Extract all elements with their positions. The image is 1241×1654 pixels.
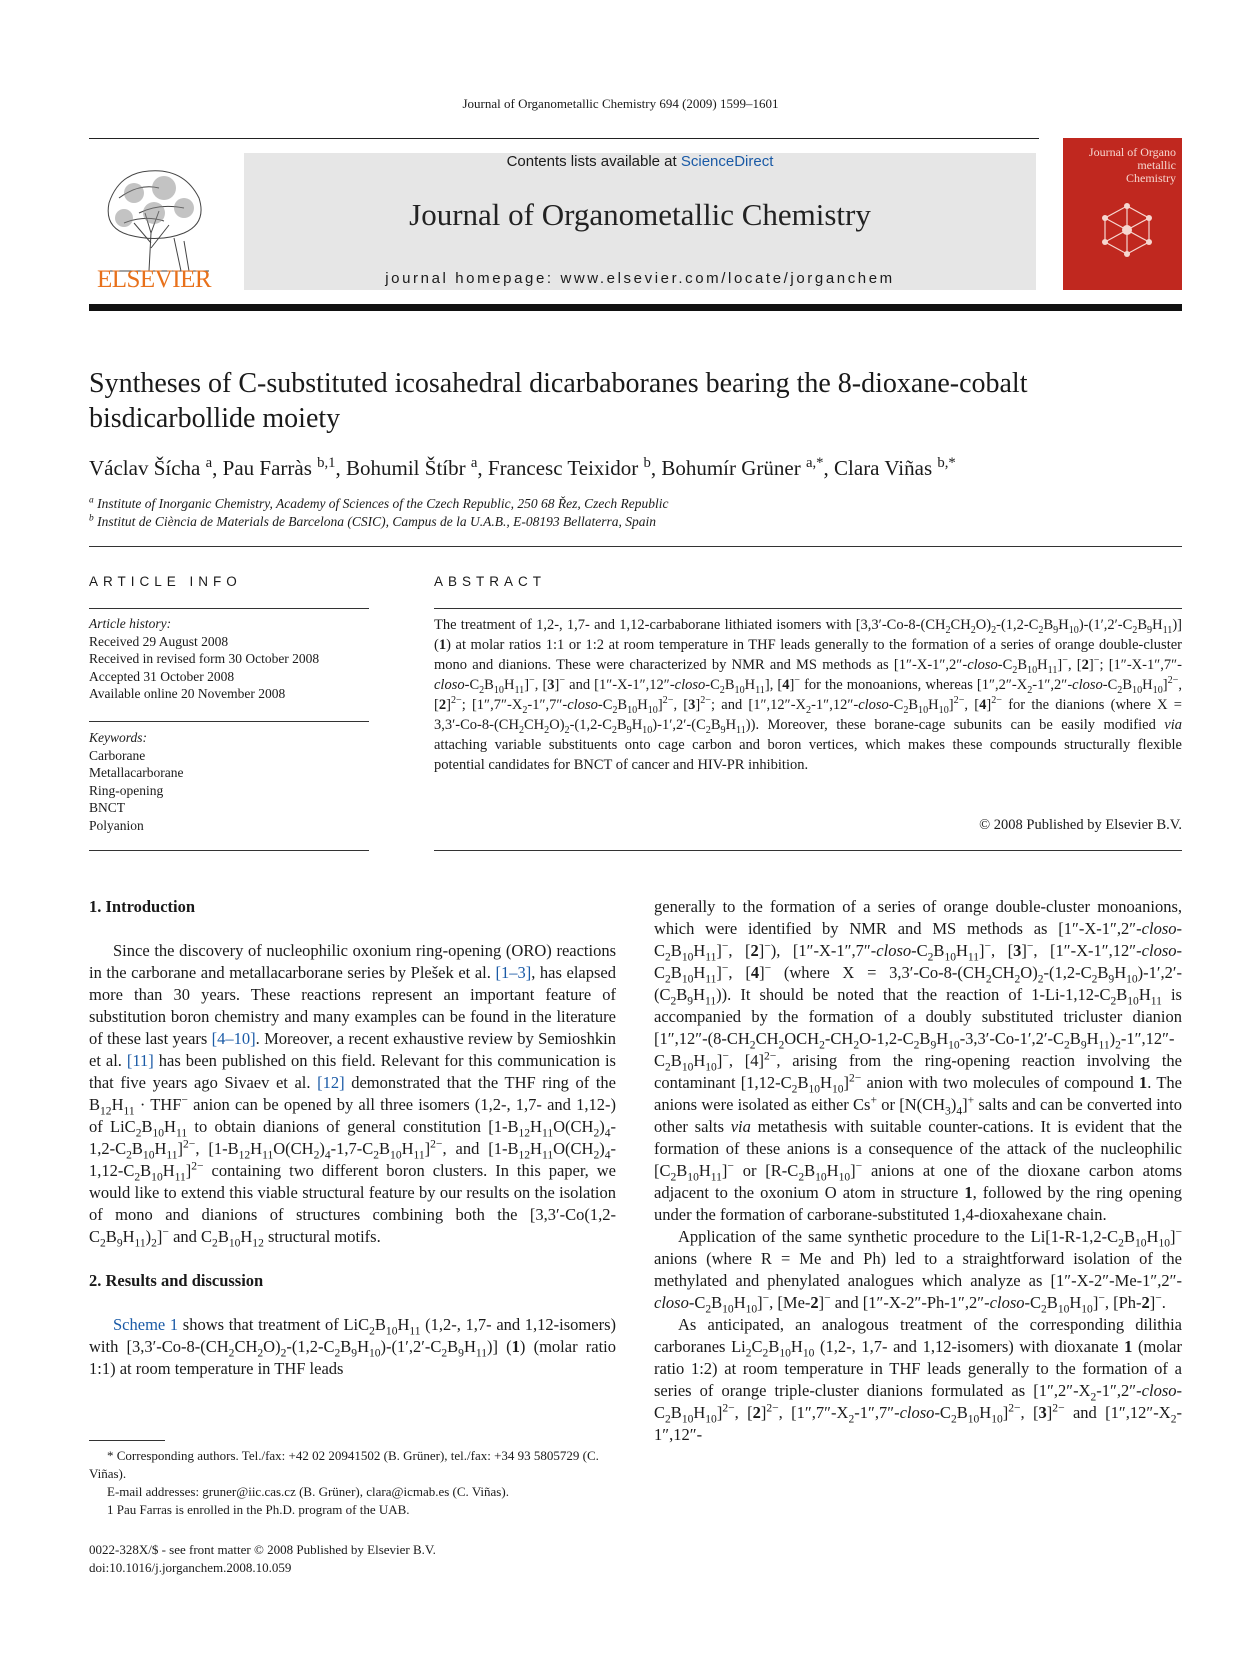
article-info-rule-bottom	[89, 850, 369, 851]
results-paragraph: Scheme 1 shows that treatment of $LiC_2B_{10}H_{11}$ (1,2-, 1,7- and 1,12-isomers) with $[3,3'-Co-8-(CH_2CH_2O)_2-(1,2-C_2B_9H_{10})-(1',2'-C_2B_9H_{11})]$ (1) (molar ratio 1:1) at room temperature in THF leads	[89, 1315, 617, 1378]
footnote-emails[interactable]: E-mail addresses: gruner@iic.cas.cz (B. Grüner), clara@icmab.es (C. Viñas).	[107, 1484, 509, 1499]
keyword: Metallacarborane	[89, 765, 184, 780]
abstract-text: The treatment of 1,2-, 1,7- and 1,12-carbaborane lithiated isomers with $[3,3'-Co-8-(CH_2CH_2O)_2-(1,2-C_2B_9H_{10})-(1',2'-C_2B_9H_{11})]$ (1) at molar ratios 1:1 or 1:2 at room temperature in THF leads generally to the formation of a series of orange double-cluster mono and dianions. These were characterized by NMR and MS methods as $[1''-X-1'',2''-closo-C_2B_{10}H_{11}]^-$, [2]−; $[1''-X-1'',7''-closo-C_2B_{10}H_{11}]^-$, [3]− and $[1''-X-1'',12''-closo-C_2B_{10}H_{11}]$, [4]− for the monoanions, whereas $[1'',2''-X_2-1'',2''-closo-C_2B_{10}H_{10}]^{2-}$, $[2]^{2-}$; $[1'',7''-X_2-1'',7''-closo-C_2B_{10}H_{10}]^{2-}$, $[3]^{2-}$; and $[1'',12''-X_2-1'',12''-closo-C_2B_{10}H_{10}]^{2-}$, $[4]^{2-}$ for the dianions (where $X = 3,3'-Co-8-(CH_2CH_2O)_2-(1,2-C_2B_9H_{10})-1',2'-(C_2B_9H_{11})$). Moreover, these borane-cage subunits can be easily modified via attaching variable substituents onto cage carbon and boron vertices, which makes these compounds structurally flexible potential candidates for BNCT of cancer and HIV-PR inhibition.	[434, 617, 1182, 773]
citation-link[interactable]: [12]	[317, 1073, 345, 1092]
sciencedirect-link[interactable]: ScienceDirect	[680, 153, 774, 170]
footnote-rule	[89, 1440, 165, 1441]
section-heading-results: 2. Results and discussion	[89, 1271, 264, 1290]
front-matter	[89, 1541, 616, 1577]
contents-line	[244, 153, 1036, 170]
author-list: Václav Šícha $^a$, Pau Farràs $^{b,1}$, Bohumil Štíbr $^a$, Francesc Teixidor $^b$, Bohumír Grüner $^{a,*}$, Clara Viñas $^{b,*}$	[89, 455, 956, 480]
history-accepted: Accepted 31 October 2008	[89, 668, 235, 684]
intro-paragraph: Since the discovery of nucleophilic oxonium ring-opening (ORO) reactions in the carborane and metallacarborane series by Plešek et al. [1–3], has elapsed more than 30 years. These reactions represent an important feature of substitution boron chemistry and many examples can be found in the literature of these last years [4–10]. Moreover, a recent exhaustive review by Semioshkin et al. [11] has been published on this field. Relevant for this communication is that five years ago Sivaev et al. [12] demonstrated that the THF ring of the $B_{12}H_{11} \cdot THF^-$ anion can be opened by all three isomers (1,2-, 1,7- and 1,12-) of $LiC_2B_{10}H_{11}$ to obtain dianions of general constitution $[1-B_{12}H_{11}O(CH_2)_4-1,2-C_2B_{10}H_{11}]^{2-}$, $[1-B_{12}H_{11}O(CH_2)_4-1,7-C_2B_{10}H_{11}]^{2-}$, and $[1-B_{12}H_{11}O(CH_2)_4-1,12-C_2B_{10}H_{11}]^{2-}$ containing two different boron clusters. In this paper, we would like to extend this viable structural feature by our results on the isolation of mono and dianions of structures combining both the $[3,3'-Co(1,2-C_2B_9H_{11})_2]^-$ and $C_2B_{10}H_{12}$ structural motifs.	[89, 941, 616, 1250]
history-received: Received 29 August 2008	[89, 633, 229, 649]
article-info-rule-top	[89, 608, 369, 609]
keyword: BNCT	[89, 800, 126, 815]
footnote-corresponding: * Corresponding authors. Tel./fax: +42 02 20941502 (B. Grüner), tel./fax: +34 93 5805729 (C. Viñas).	[89, 1448, 599, 1481]
article-title: Syntheses of C-substituted icosahedral dicarbaboranes bearing the 8-dioxane-cobalt bisdicarbollide moiety	[89, 368, 1028, 434]
journal-cover-thumbnail	[1063, 138, 1182, 290]
affiliation-b: $^b$ Institut de Ciència de Materials de Barcelona (CSIC), Campus de la U.A.B., E-08193 Bellaterra, Spain	[89, 513, 657, 529]
contents-prefix: Contents lists available at	[506, 153, 681, 170]
abstract-rule-bottom	[434, 850, 1182, 851]
abstract-rule-top	[434, 608, 1182, 609]
history-revised: Received in revised form 30 October 2008	[89, 651, 320, 666]
body-right-column	[654, 896, 1182, 1446]
article-info-label: ARTICLE INFO	[89, 574, 242, 589]
journal-title: Journal of Organometallic Chemistry	[409, 197, 871, 232]
affiliation-rule	[89, 546, 1182, 547]
citation-link[interactable]: [1–3]	[495, 963, 532, 982]
header-thick-rule	[89, 304, 1182, 311]
issn-line: 0022-328X/$ - see front matter © 2008 Published by Elsevier B.V.	[89, 1542, 436, 1557]
keywords	[89, 729, 369, 834]
journal-homepage[interactable]: journal homepage: www.elsevier.com/locate/jorganchem	[385, 270, 895, 287]
keyword: Carborane	[89, 747, 146, 763]
cover-title: Journal of Organo metallic Chemistry	[1088, 145, 1176, 185]
history-label: Article history:	[89, 616, 172, 631]
article-info-rule-mid	[89, 721, 369, 722]
doi-line[interactable]: doi:10.1016/j.jorganchem.2008.10.059	[89, 1560, 292, 1575]
results-paragraph: As anticipated, an analogous treatment of the corresponding dilithia carboranes $Li_2C_2B_{10}H_{10}$ (1,2-, 1,7- and 1,12-isomers) with dioxanate 1 (molar ratio 1:2) at room temperature in THF leads generally to the formation of a series of orange triple-cluster dianions formulated as $[1'',2''-X_2-1'',2''-closo-C_2B_{10}H_{10}]^{2-}$, $[2]^{2-}$, $[1'',7''-X_2-1'',7''-closo-C_2B_{10}H_{10}]^{2-}$, $[3]^{2-}$ and [$1'',12''-X_2-1'',12''-$	[654, 1315, 1182, 1444]
citation-link[interactable]: [11]	[126, 1051, 154, 1070]
keyword: Ring-opening	[89, 782, 164, 798]
body-left-column	[89, 896, 616, 1380]
results-paragraph-continued: generally to the formation of a series of orange double-cluster monoanions, which were identified by NMR and MS methods as $[1''-X-1'',2''-closo-C_2B_{10}H_{11}]^-$, [2]−), $[1''-X-1'',7''-closo-C_2B_{10}H_{11}]^-$, [3]−, $[1''-X-1'',12''-closo-C_2B_{10}H_{11}]^-$, [4]− (where $X = 3,3'-Co-8-(CH_2CH_2O)_2-(1,2-C_2B_9H_{10})-1',2'-(C_2B_9H_{11})$). It should be noted that the reaction of $1-Li-1,12-C_2B_{10}H_{11}$ is accompanied by the formation of a doubly substituted tricluster dianion $[1'',12''-(8-CH_2CH_2OCH_2-CH_2O-1,2-C_2B_9H_{10}-3,3'-Co-1',2'-C_2B_9H_{11})_2-1'',12''-C_2B_{10}H_{10}]^-$, $[4]^{2-}$, arising from the ring-opening reaction involving the contaminant $[1,12-C_2B_{10}H_{10}]^{2-}$ anion with two molecules of compound 1. The anions were isolated as either Cs+ or $[N(CH_3)_4]^+$ salts and can be converted into other salts via metathesis with suitable counter-cations. It is evident that the formation of these anions is a consequence of the attack of the nucleophilic $[C_2B_{10}H_{11}]^-$ or $[R-C_2B_{10}H_{10}]^-$ anions at one of the dioxane carbon atoms adjacent to the oxonium O atom in structure 1, followed by the ring opening under the formation of carborane-substituted 1,4-dioxahexane chain.	[654, 897, 1183, 1224]
footnote-1: 1 Pau Farras is enrolled in the Ph.D. program of the UAB.	[107, 1502, 410, 1517]
top-rule	[89, 138, 1039, 139]
scheme-link[interactable]: Scheme 1	[113, 1315, 179, 1334]
running-header: Journal of Organometallic Chemistry 694 (2009) 1599–1601	[462, 96, 779, 111]
elsevier-wordmark: ELSEVIER	[96, 266, 212, 293]
section-heading-introduction: 1. Introduction	[89, 897, 196, 916]
affiliation-a: $^a$ Institute of Inorganic Chemistry, Academy of Sciences of the Czech Republic, 250 68 Řez, Czech Republic	[89, 495, 669, 511]
article-history	[89, 615, 369, 703]
molecule-icon	[1091, 196, 1163, 278]
journal-banner	[244, 153, 1036, 290]
keywords-label: Keywords:	[89, 730, 147, 745]
citation-link[interactable]: [4–10]	[211, 1029, 256, 1048]
keyword: Polyanion	[89, 817, 144, 833]
history-online: Available online 20 November 2008	[89, 686, 286, 701]
footnotes	[89, 1447, 616, 1519]
results-paragraph: Application of the same synthetic procedure to the $Li[1-R-1,2-C_2B_{10}H_{10}]^-$ anions (where R = Me and Ph) led to a straightforward isolation of the methylated and phenylated analogues which analyze as $[1''-X-2''-Me-1'',2''-closo-C_2B_{10}H_{10}]^-$, [Me-2]− and $[1''-X-2''-Ph-1'',2''-closo-C_2B_{10}H_{10}]^-$, [Ph-2]−.	[654, 1226, 1182, 1316]
abstract-copyright: © 2008 Published by Elsevier B.V.	[979, 817, 1182, 833]
abstract-label: ABSTRACT	[434, 574, 547, 589]
